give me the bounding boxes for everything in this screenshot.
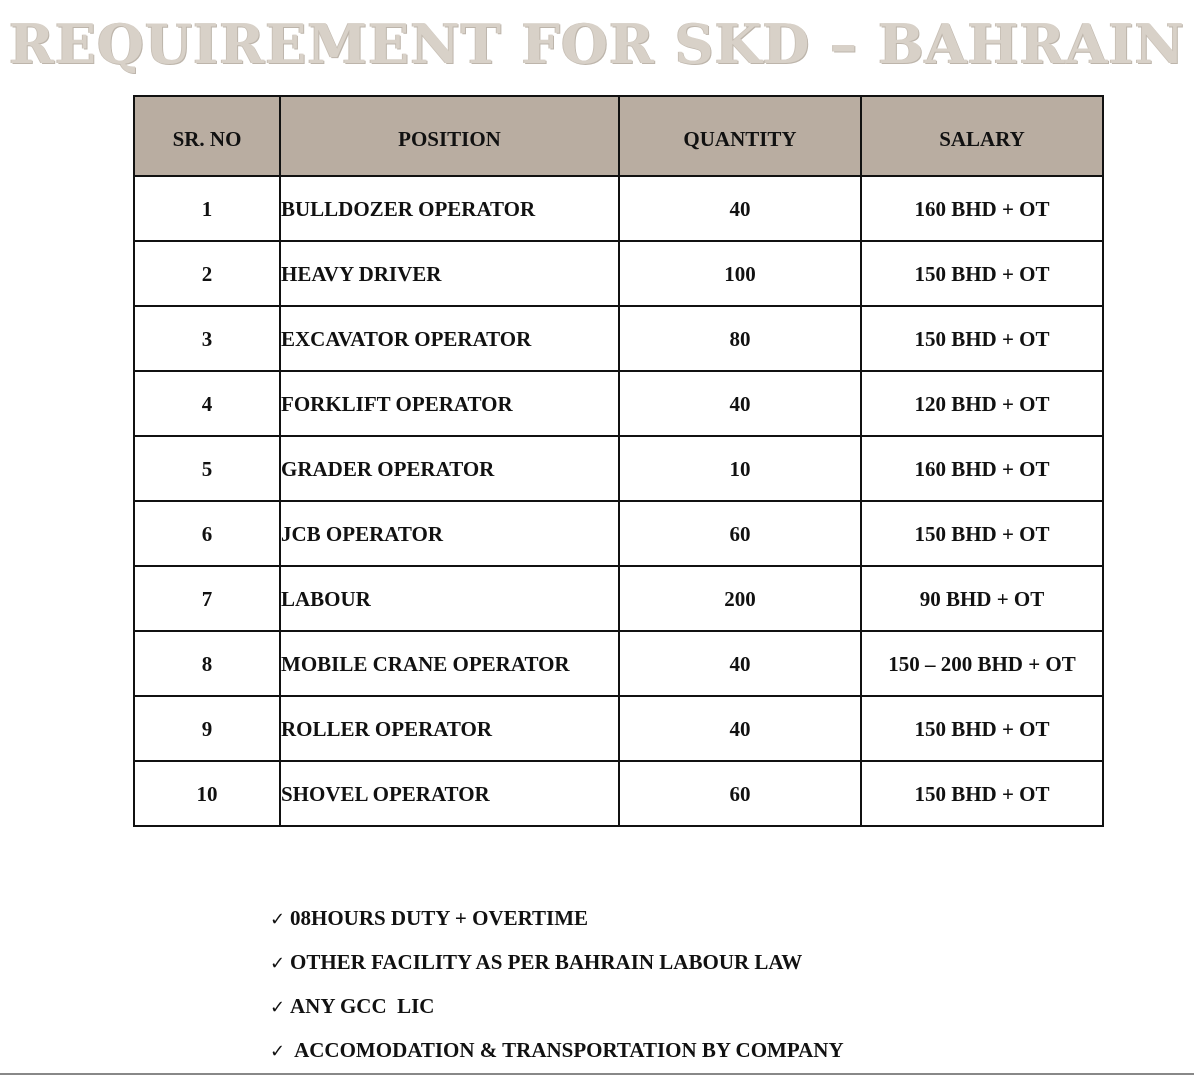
- table-row: [134, 761, 1103, 826]
- checkmark-icon: ✓: [270, 997, 286, 1018]
- note-text: ACCOMODATION & TRANSPORTATION BY COMPANY: [290, 1038, 844, 1062]
- position-cell: ROLLER OPERATOR: [280, 696, 619, 761]
- salary-cell: 160 BHD + OT: [861, 176, 1103, 241]
- position-cell: LABOUR: [280, 566, 619, 631]
- quantity-cell: 40: [619, 371, 861, 436]
- checkmark-icon: ✓: [270, 909, 286, 930]
- header-position: POSITION: [280, 96, 619, 176]
- checkmark-icon: ✓: [270, 1041, 286, 1062]
- position-cell: JCB OPERATOR: [280, 501, 619, 566]
- header-sr-no: SR. NO: [134, 96, 280, 176]
- sr-no-cell: 9: [134, 696, 280, 761]
- quantity-cell: 40: [619, 176, 861, 241]
- sr-no-cell: 7: [134, 566, 280, 631]
- quantity-cell: 100: [619, 241, 861, 306]
- checkmark-icon: ✓: [270, 953, 286, 974]
- quantity-cell: 200: [619, 566, 861, 631]
- position-cell: HEAVY DRIVER: [280, 241, 619, 306]
- salary-cell: 150 BHD + OT: [861, 761, 1103, 826]
- position-cell: MOBILE CRANE OPERATOR: [280, 631, 619, 696]
- position-cell: GRADER OPERATOR: [280, 436, 619, 501]
- note-item: [270, 942, 844, 986]
- sr-no-cell: 8: [134, 631, 280, 696]
- table-row: [134, 371, 1103, 436]
- note-text: ANY GCC LIC: [290, 994, 435, 1018]
- position-cell: BULLDOZER OPERATOR: [280, 176, 619, 241]
- sr-no-cell: 6: [134, 501, 280, 566]
- salary-cell: 160 BHD + OT: [861, 436, 1103, 501]
- quantity-cell: 80: [619, 306, 861, 371]
- bottom-divider: [0, 1073, 1194, 1075]
- note-item: [270, 986, 844, 1030]
- sr-no-cell: 2: [134, 241, 280, 306]
- position-cell: SHOVEL OPERATOR: [280, 761, 619, 826]
- salary-cell: 150 BHD + OT: [861, 241, 1103, 306]
- salary-cell: 150 BHD + OT: [861, 696, 1103, 761]
- sr-no-cell: 4: [134, 371, 280, 436]
- quantity-cell: 40: [619, 696, 861, 761]
- table-row: [134, 566, 1103, 631]
- sr-no-cell: 5: [134, 436, 280, 501]
- salary-cell: 150 BHD + OT: [861, 501, 1103, 566]
- sr-no-cell: 10: [134, 761, 280, 826]
- sr-no-cell: 3: [134, 306, 280, 371]
- table-row: [134, 696, 1103, 761]
- header-quantity: QUANTITY: [619, 96, 861, 176]
- salary-cell: 90 BHD + OT: [861, 566, 1103, 631]
- note-text: 08HOURS DUTY + OVERTIME: [290, 906, 589, 930]
- header-salary: SALARY: [861, 96, 1103, 176]
- table-header-row: [134, 96, 1103, 176]
- quantity-cell: 60: [619, 761, 861, 826]
- note-item: [270, 898, 844, 942]
- requirements-table: [133, 95, 1104, 827]
- note-item: [270, 1030, 844, 1074]
- table-row: [134, 631, 1103, 696]
- position-cell: EXCAVATOR OPERATOR: [280, 306, 619, 371]
- salary-cell: 150 BHD + OT: [861, 306, 1103, 371]
- table-row: [134, 501, 1103, 566]
- page-title: REQUIREMENT FOR SKD – BAHRAIN: [8, 12, 1186, 76]
- quantity-cell: 10: [619, 436, 861, 501]
- table-row: [134, 306, 1103, 371]
- notes-list: [270, 898, 844, 1074]
- table-row: [134, 176, 1103, 241]
- sr-no-cell: 1: [134, 176, 280, 241]
- table-row: [134, 436, 1103, 501]
- salary-cell: 150 – 200 BHD + OT: [861, 631, 1103, 696]
- position-cell: FORKLIFT OPERATOR: [280, 371, 619, 436]
- note-text: OTHER FACILITY AS PER BAHRAIN LABOUR LAW: [290, 950, 803, 974]
- quantity-cell: 40: [619, 631, 861, 696]
- table-row: [134, 241, 1103, 306]
- quantity-cell: 60: [619, 501, 861, 566]
- salary-cell: 120 BHD + OT: [861, 371, 1103, 436]
